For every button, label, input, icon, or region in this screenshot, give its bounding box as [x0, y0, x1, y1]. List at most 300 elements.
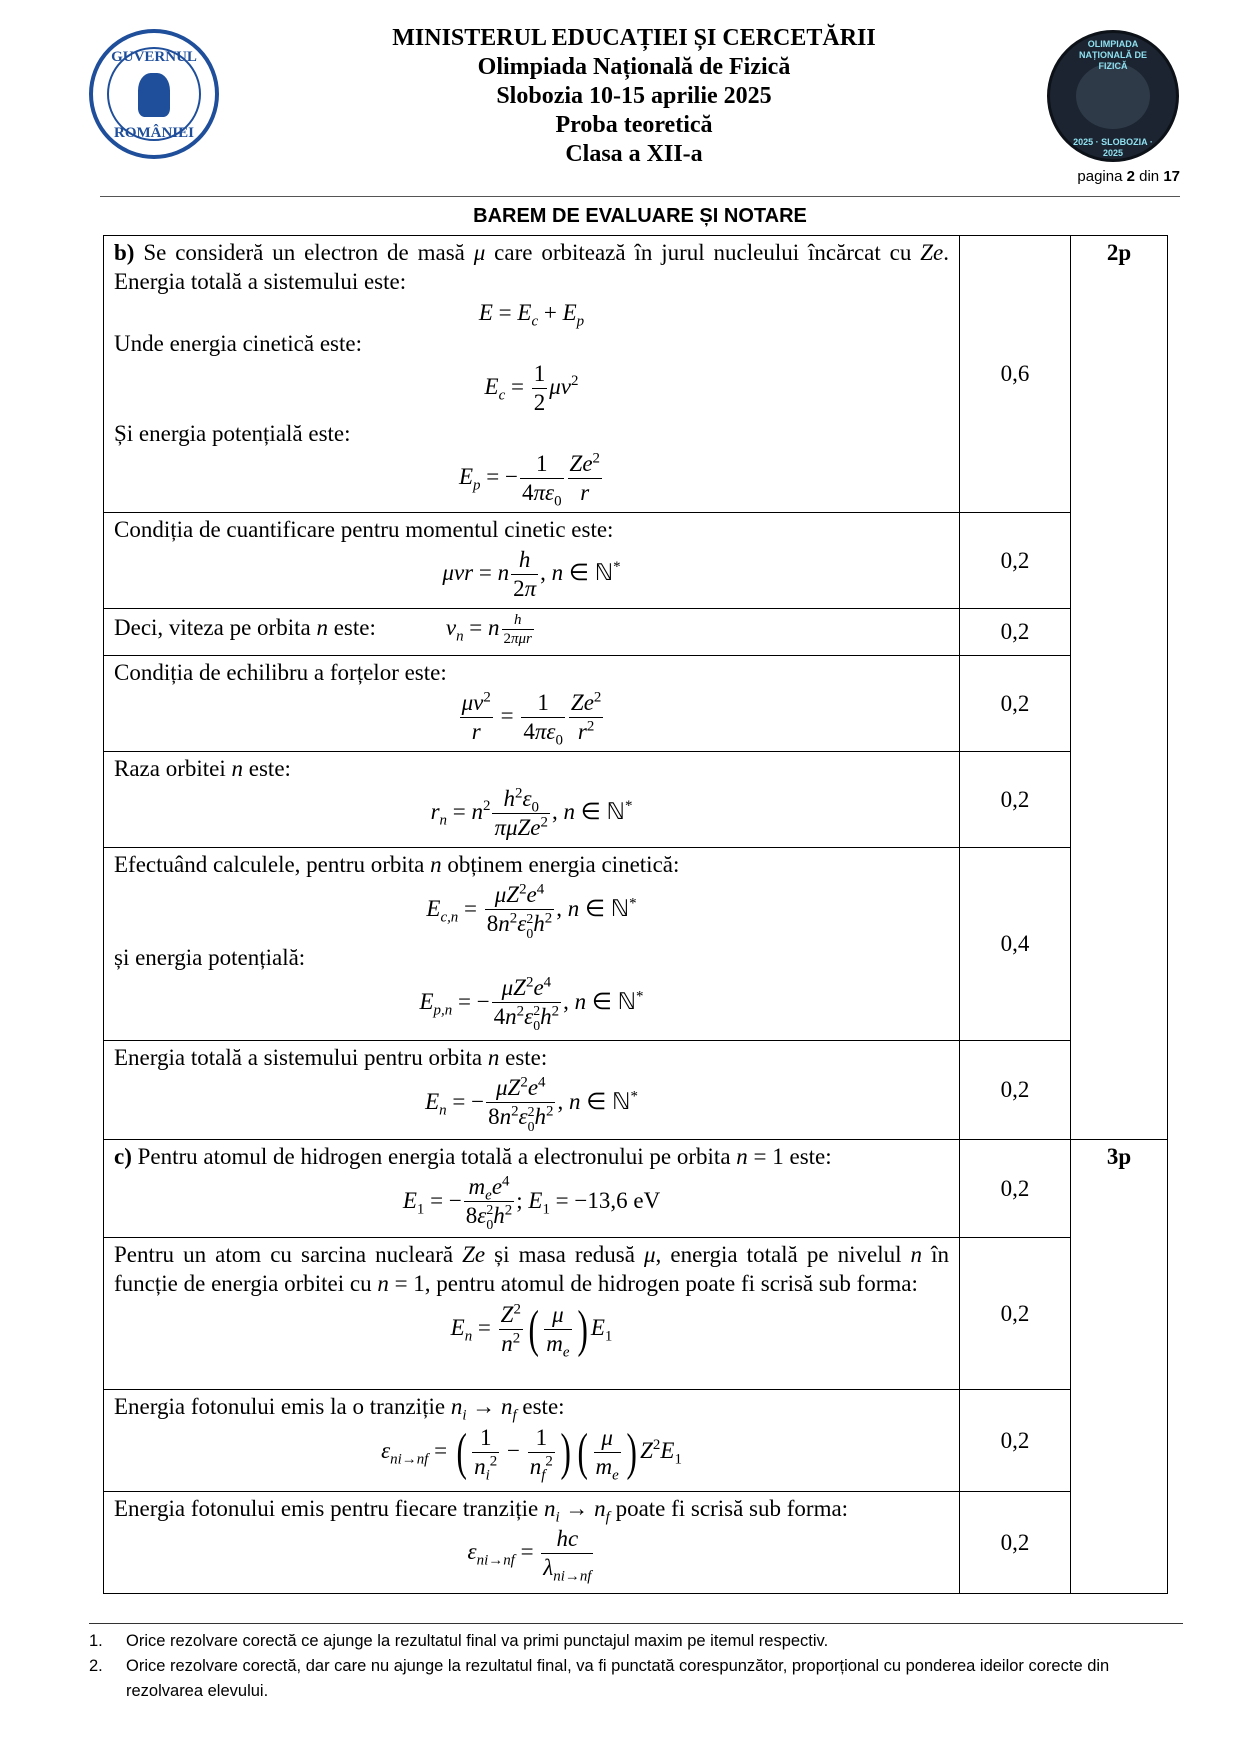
subscript: [462, 1408, 466, 1424]
math-symbol: μZ: [494, 882, 520, 907]
math-symbol: μv: [461, 690, 484, 715]
math-symbol: r: [471, 719, 481, 744]
math-symbol: πμr: [511, 631, 532, 647]
equation: $E_n$ = $\frac{Z^2}{n^2}$ ( $\frac{\mu}{m_e}$ ) $E_1$: [450, 1301, 613, 1362]
numerator: 1: [537, 690, 549, 715]
numerator: [569, 689, 603, 717]
solution-text: Unde energia cinetică este:: [114, 331, 362, 356]
denominator: $4\pi\varepsilon_0$: [521, 480, 562, 510]
math-symbol: h: [534, 1104, 547, 1129]
fraction: [472, 1424, 499, 1485]
right-paren: ): [626, 1424, 637, 1482]
equation: $E_c$ = $\frac{1}{2}$ $\mu v^2$: [484, 361, 579, 415]
math-symbol: ε: [381, 1438, 391, 1464]
page-prefix: pagina: [1077, 168, 1127, 185]
subscript: [541, 1468, 545, 1484]
math-symbol: n: [499, 1104, 512, 1129]
solution-cell: [104, 1492, 960, 1594]
subscript: [456, 628, 463, 644]
math-symbol: μ: [601, 1425, 613, 1451]
superscript: 2: [520, 1074, 528, 1091]
subscript: [531, 314, 538, 330]
solution-text: c) Pentru atomul de hidrogen energia totală a electronului pe orbita n = 1 este:: [114, 1143, 832, 1169]
math-symbol: f: [587, 1569, 592, 1586]
numerator: 1: [535, 1425, 548, 1451]
superscript: 2: [512, 1330, 521, 1347]
math-symbol: h: [513, 612, 522, 628]
math-symbol: f: [541, 1468, 546, 1485]
math-symbol: μ: [644, 1242, 656, 1268]
score-cell: 0,2: [960, 1139, 1071, 1238]
math-symbol: n: [439, 812, 447, 829]
math-symbol: i: [462, 1408, 467, 1425]
math-symbol: n: [377, 1271, 389, 1297]
parenthesized: [525, 1300, 591, 1362]
header-location-date: Slobozia 10-15 aprilie 2025: [496, 83, 772, 109]
numerator: [492, 974, 561, 1002]
subscript: 1: [674, 1451, 682, 1468]
superscript: 4: [536, 881, 545, 898]
math-symbol: e: [491, 1173, 503, 1199]
numerator: 1: [536, 451, 548, 476]
math-symbol: h: [533, 911, 545, 936]
score-cell: 0,2: [960, 752, 1071, 848]
table-row: [104, 1041, 1168, 1140]
math-symbol: ε: [517, 911, 527, 936]
grading-table: [103, 235, 1168, 1594]
math-symbol: n: [501, 1331, 513, 1357]
math-symbol: n: [450, 1394, 463, 1420]
math-symbol: n: [736, 1143, 748, 1169]
numerator: 1: [533, 361, 546, 386]
math-symbol: μ: [473, 240, 486, 265]
paren-content: $\frac{1}{n_i^2}$ − $\frac{1}{n_f^2}$: [474, 1425, 553, 1485]
footer-note: [89, 1654, 1189, 1704]
eagle-emblem-icon: [138, 73, 170, 117]
superscript: 2: [486, 1202, 494, 1218]
math-symbol: e: [527, 1075, 539, 1100]
math-symbol: h: [493, 1202, 505, 1228]
logo-text-top: GUVERNUL: [111, 49, 197, 65]
subscript: [556, 1510, 560, 1526]
math-symbol: n: [476, 1552, 485, 1569]
subscript: [440, 812, 447, 828]
superscript: 2: [514, 785, 523, 802]
math-symbol: r: [580, 480, 590, 505]
superscript: 2: [570, 373, 579, 390]
subscript: [499, 387, 506, 403]
item-label: c): [114, 1143, 132, 1169]
equation: $E = E_c + E_p$: [478, 300, 585, 330]
superscript: 2: [509, 910, 518, 927]
solution-text: Condiția de echilibru a forțelor este:: [114, 660, 447, 685]
header-divider: [100, 196, 1180, 197]
math-symbol: m: [468, 1173, 486, 1199]
table-row: [104, 513, 1168, 609]
equation: $E_1$ = − $m_ee^4$ 8ε 2 0 $h^2$ ; $E_1 = -13,6$ eV: [402, 1173, 661, 1233]
superscript: 2: [544, 910, 553, 927]
math-symbol: Z: [640, 1438, 653, 1464]
document-title: BAREM DE EVALUARE ȘI NOTARE: [473, 205, 807, 227]
math-symbol: i: [397, 1451, 402, 1468]
fraction: [492, 785, 550, 842]
solution-text: Energia fotonului emis pentru fiecare tranziție $n_i \to n_f$ poate fi scrisă sub forma:: [114, 1496, 849, 1527]
parenthesized: [453, 1423, 574, 1485]
math-symbol: n: [498, 911, 510, 936]
math-symbol: Ze: [569, 451, 593, 476]
solution-text: și energia potențială:: [114, 944, 306, 970]
math-symbol: n: [439, 1102, 447, 1119]
equation: $E_{p,n}$ = − $\mu Z^2e^4$ $4n^2\varepsilon$ 2 0 $h^2$ , n ∈ ℕ*: [419, 974, 644, 1034]
superscript: 2: [545, 1453, 553, 1470]
math-symbol: p: [576, 313, 585, 330]
fraction: [541, 1525, 593, 1586]
superscript: 2: [519, 881, 527, 898]
math-symbol: μZ: [501, 974, 526, 1000]
sup-sub: [528, 1104, 535, 1134]
solution-cell: [104, 752, 960, 848]
math-symbol: e: [612, 1468, 619, 1485]
denominator: $8n^2\varepsilon$ 2 0 $h^2$: [488, 1103, 554, 1134]
page-mid: din: [1134, 168, 1164, 185]
subscript: [612, 1468, 619, 1484]
paren-content: [542, 1301, 573, 1362]
table-row: [104, 656, 1168, 752]
score-cell: 0,4: [960, 848, 1071, 1041]
superscript: 2: [525, 974, 534, 991]
page-number: [1077, 168, 1180, 186]
left-paren: (: [528, 1301, 539, 1359]
math-symbol: n: [487, 1045, 500, 1070]
superscript: 2: [483, 689, 491, 706]
numerator: [485, 881, 554, 909]
solution-text: Deci, viteza pe orbita n este: $v_n = n$ $\frac{h}{\text{2πμr}}$: [114, 612, 532, 647]
math-symbol: μvr: [442, 559, 474, 585]
superscript: 2: [533, 1003, 541, 1019]
superscript: 2: [586, 718, 595, 735]
page-current: 2: [1126, 168, 1135, 185]
math-symbol: λ: [543, 1555, 554, 1581]
math-symbol: ε: [522, 786, 532, 811]
math-symbol: n: [316, 614, 328, 640]
superscript: 2: [482, 798, 491, 815]
math-symbol: f: [510, 1552, 515, 1569]
numerator: [486, 1074, 555, 1102]
superscript: 2: [652, 1437, 661, 1454]
superscript: *: [613, 559, 621, 576]
math-symbol: ε: [467, 1539, 477, 1565]
math-symbol: E: [419, 988, 434, 1014]
header-grade: Clasa a XII-a: [565, 141, 703, 167]
subscript: ni→nf: [390, 1451, 429, 1468]
math-symbol: m: [546, 1331, 563, 1357]
math-symbol: n: [553, 1569, 561, 1586]
math-symbol: E: [402, 1187, 417, 1213]
math-symbol: p,n: [433, 1002, 453, 1019]
math-symbol: E: [517, 300, 532, 325]
solution-cell: [104, 1390, 960, 1492]
math-symbol: Ze: [920, 240, 944, 265]
math-symbol: n: [471, 798, 483, 824]
solution-cell: [104, 848, 960, 1041]
logo-text-bottom: ROMÂNIEI: [113, 125, 194, 141]
denominator: 2πμr: [503, 631, 532, 647]
superscript: 2: [527, 1103, 535, 1119]
subscript: 1: [542, 1201, 550, 1218]
table-row: [104, 1390, 1168, 1492]
math-symbol: f: [512, 1408, 517, 1425]
math-symbol: e: [485, 1187, 492, 1204]
equation: $E_n$ = − $\mu Z^2e^4$ $8n^2\varepsilon$ 2 0 $h^2$ , n ∈ ℕ*: [425, 1074, 638, 1134]
superscript: 2: [526, 910, 534, 926]
fraction: [492, 974, 561, 1034]
score-cell: 0,2: [960, 656, 1071, 752]
math-symbol: e: [526, 882, 537, 907]
denominator: [528, 1452, 555, 1485]
math-symbol: ε: [477, 1202, 487, 1228]
math-symbol: π: [524, 576, 537, 601]
subscript: [577, 314, 584, 330]
fraction: [511, 546, 538, 603]
math-symbol: i: [560, 1569, 565, 1586]
fraction: [594, 1424, 621, 1485]
numerator: [511, 546, 538, 574]
math-symbol: c: [498, 387, 506, 404]
math-symbol: h: [518, 547, 531, 572]
superscript: 4: [502, 1173, 510, 1190]
math-symbol: n: [416, 1451, 425, 1468]
math-symbol: Ze: [570, 690, 594, 715]
math-symbol: v: [445, 614, 457, 640]
denominator: 2: [533, 390, 546, 415]
math-symbol: n: [390, 1451, 398, 1468]
fraction: [485, 881, 554, 941]
numerator: [594, 1424, 621, 1452]
math-symbol: n: [464, 1328, 473, 1345]
solution-cell: [104, 1238, 960, 1390]
score-cell: 0,2: [960, 1238, 1071, 1390]
table-row: [104, 848, 1168, 1041]
olympiad-logo-text-top: OLIMPIADA NAȚIONALĂ DE FIZICĂ: [1079, 39, 1147, 71]
math-symbol: c,n: [440, 909, 459, 926]
math-symbol: E: [458, 463, 474, 489]
subscript: 1: [416, 1201, 425, 1218]
math-symbol: n: [430, 852, 442, 877]
math-symbol: i: [555, 1510, 560, 1527]
superscript: 2: [593, 689, 602, 706]
score-cell: 0,2: [960, 1390, 1071, 1492]
subscript: [465, 1329, 472, 1345]
table-row: [104, 752, 1168, 848]
equation: $r_n = n^2$ $\frac{h^2\varepsilon_0}{\pi\mu Ze^2}$ , n ∈ ℕ*: [430, 785, 633, 840]
math-symbol: hc: [556, 1526, 579, 1552]
math-symbol: n: [567, 896, 580, 922]
page-total: 17: [1163, 168, 1180, 185]
subscript: [439, 1103, 446, 1119]
subscript: ni→nf: [553, 1569, 592, 1586]
math-symbol: n: [503, 1552, 511, 1569]
numerator: [541, 1525, 593, 1553]
fraction: [569, 689, 603, 746]
math-symbol: n: [500, 1394, 513, 1420]
solution-text: Raza orbitei n este:: [114, 756, 291, 781]
subscript: 0: [533, 1018, 541, 1034]
math-symbol: E: [528, 1187, 543, 1213]
note-text: Orice rezolvare corectă, dar care nu ajunge la rezultatul final, va fi punctată corespunzător, proporțional cu ponderea ideilor corecte din rezolvarea elevului.: [126, 1657, 1110, 1701]
score-cell: 0,6: [960, 236, 1071, 513]
math-symbol: h: [503, 786, 515, 811]
math-symbol: E: [484, 373, 499, 399]
math-symbol: r: [430, 798, 440, 824]
math-symbol: n: [594, 1496, 606, 1522]
subscript: [440, 910, 458, 926]
fraction: [568, 450, 602, 507]
note-text: Orice rezolvare corectă ce ajunge la rezultatul final va primi punctajul maxim pe itemul respectiv.: [126, 1632, 829, 1651]
item-label: b): [114, 240, 135, 265]
denominator: [568, 478, 602, 507]
table-row: [104, 1238, 1168, 1390]
denominator: [492, 813, 550, 842]
left-paren: (: [577, 1424, 589, 1482]
math-symbol: n: [551, 559, 564, 585]
equation: $E_{c,n}$ = $\mu Z^2e^4$ $8n^2\varepsilon$ 2 0 $h^2$ , n ∈ ℕ*: [426, 881, 637, 941]
solution-cell: [104, 513, 960, 609]
math-symbol: E: [450, 1315, 465, 1341]
numerator: [464, 1173, 514, 1204]
superscript: *: [636, 988, 644, 1005]
table-row: [104, 236, 1168, 513]
equation: $\frac{\mu v^2}{r}$ = $\frac{1}{4\pi\varepsilon_0}$ $\frac{Ze^2}{r^2}$: [461, 689, 602, 749]
math-symbol: n: [568, 1089, 581, 1115]
fraction: [499, 1301, 523, 1358]
numerator: [460, 689, 493, 717]
math-symbol: n: [505, 1003, 517, 1029]
math-symbol: μZ: [496, 1075, 521, 1100]
numerator: [568, 450, 602, 478]
right-paren: ): [560, 1424, 571, 1482]
numerator: [492, 785, 550, 816]
parenthesized: [574, 1423, 640, 1485]
math-symbol: c: [531, 313, 539, 330]
fraction: [521, 689, 565, 749]
numerator: [544, 1301, 571, 1329]
math-symbol: n: [574, 988, 587, 1014]
romanian-government-logo: [89, 29, 219, 159]
denominator: $4\pi\varepsilon_0$: [523, 719, 563, 749]
solution-cell: [104, 1139, 960, 1238]
denominator: [594, 1452, 621, 1485]
subscript: [486, 1468, 490, 1484]
subscript: [434, 1002, 453, 1018]
numerator: [499, 1301, 523, 1329]
subscript: ni→nf: [476, 1552, 515, 1569]
denominator: $8n^2\varepsilon$ 2 0 $h^2$: [486, 910, 553, 941]
math-symbol: h: [540, 1003, 552, 1029]
math-symbol: e: [562, 1345, 570, 1362]
math-symbol: p: [473, 477, 481, 494]
math-symbol: Z: [500, 1302, 514, 1328]
superscript: 2: [516, 1003, 525, 1020]
fraction: [544, 1301, 571, 1362]
note-number: 1.: [89, 1632, 103, 1651]
score-cell: 0,2: [960, 513, 1071, 609]
math-symbol: E: [426, 896, 441, 922]
subscript: 1: [604, 1328, 613, 1345]
math-symbol: f: [424, 1451, 429, 1468]
math-symbol: n: [563, 798, 575, 824]
math-symbol: ε: [524, 1003, 534, 1029]
math-symbol: n: [488, 614, 500, 640]
superscript: 2: [546, 1103, 554, 1120]
fraction: [528, 1424, 555, 1485]
denominator: 8ε 2 0 $h^2$: [465, 1202, 513, 1233]
denominator: [541, 1553, 593, 1586]
superscript: 2: [513, 1301, 521, 1318]
points-cell: 3p: [1071, 1139, 1168, 1594]
fraction: [532, 360, 548, 417]
fraction: [520, 450, 564, 510]
math-symbol: i: [484, 1552, 489, 1569]
document-header: [300, 24, 968, 169]
denominator: 2π: [513, 576, 537, 601]
solution-text: Pentru un atom cu sarcina nucleară Ze și masa redusă μ, energia totală pe nivelul n în funcție de energia orbitei cu n = 1, pentru atomul de hidrogen poate fi scrisă sub forma:: [114, 1242, 949, 1297]
left-paren: (: [456, 1424, 467, 1482]
math-symbol: πε: [534, 719, 556, 744]
points-cell: 2p: [1071, 236, 1168, 1140]
numerator: [502, 611, 534, 629]
math-symbol: πε: [533, 480, 555, 505]
subscript: [606, 1510, 610, 1526]
paren-content: [592, 1424, 623, 1485]
table-row: [104, 609, 1168, 656]
denominator: $4n^2\varepsilon$ 2 0 $h^2$: [493, 1003, 560, 1034]
note-number: 2.: [89, 1657, 103, 1676]
solution-cell: [104, 1041, 960, 1140]
superscript: *: [629, 895, 637, 912]
math-symbol: n: [474, 1454, 486, 1480]
subscript: [563, 1345, 570, 1361]
denominator: [544, 1329, 571, 1362]
subscript: 0: [554, 493, 562, 510]
math-symbol: e: [533, 974, 544, 1000]
fraction: [460, 689, 493, 746]
solution-cell: [104, 236, 960, 513]
math-symbol: n: [497, 559, 510, 585]
equation: μvr = n $\frac{h}{2\pi}$ , n ∈ ℕ*: [442, 547, 621, 601]
fraction: [464, 1173, 514, 1233]
math-symbol: n: [231, 756, 244, 781]
math-symbol: E: [425, 1089, 440, 1115]
denominator: [472, 1452, 499, 1485]
olympiad-logo: [1047, 30, 1179, 162]
solution-text: Energia totală a sistemului pentru orbita n este:: [114, 1045, 548, 1070]
solution-cell: [104, 609, 960, 656]
footer-notes: [89, 1629, 1189, 1704]
solution-text: b) Se consideră un electron de masă μ care orbitează în jurul nucleului încărcat cu Ze. Energia totală a sistemului este:: [114, 240, 949, 294]
footer-note: [89, 1629, 1189, 1654]
denominator: [460, 717, 493, 746]
superscript: 2: [489, 1453, 498, 1470]
equation: $\varepsilon_{ni\to nf}$ = $\frac{hc}{\lambda_{ni\to nf}}$: [467, 1526, 592, 1586]
subscript: 0: [555, 732, 563, 749]
subscript: 0: [531, 799, 539, 816]
math-symbol: n: [910, 1242, 923, 1268]
superscript: 2: [511, 1103, 519, 1120]
math-symbol: E: [660, 1438, 675, 1464]
subscript: 0: [526, 925, 534, 941]
superscript: *: [624, 798, 633, 815]
math-symbol: n: [529, 1454, 542, 1480]
